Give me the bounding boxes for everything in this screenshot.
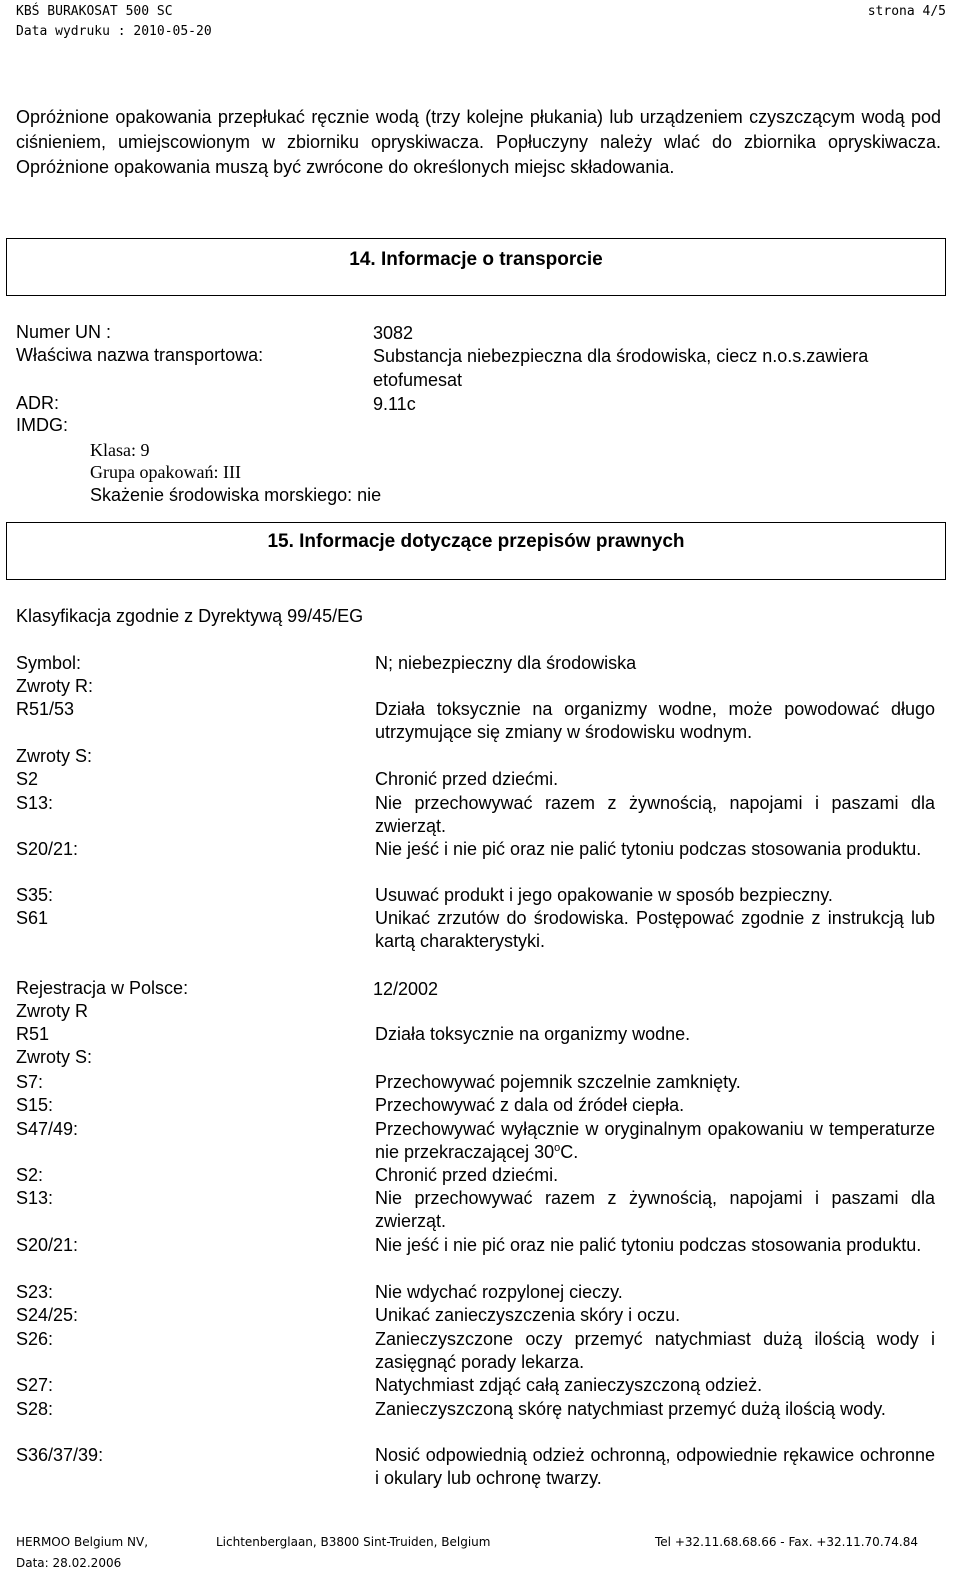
adr-value: 9.11c [373, 394, 416, 414]
s-phrase-text-s47 [375, 1118, 935, 1164]
adr-label: ADR: [16, 393, 60, 413]
s-phrase-text: Nie jeść i nie pić oraz nie palić tytoniu podczas stosowania produktu. [375, 839, 922, 859]
degree-unit: C. [560, 1142, 579, 1162]
imdg-class: Klasa: 9 [90, 440, 150, 460]
s-phrase-code: S20/21: [16, 1235, 79, 1255]
section-14-header [6, 238, 946, 296]
intro-paragraph: Opróżnione opakowania przepłukać ręcznie wodą (trzy kolejne płukania) lub urządzeniem czyszczącym wodą pod ciśnieniem, umiejscowionym w zbiorniku opryskiwacza. Popłuczyny należy wlać do zbiornika opryskiwacza. Opróżnione opakowania muszą być zwrócone do określonych miejsc składowania. [16, 107, 941, 177]
s-phrase-text: Unikać zrzutów do środowiska. Postępować zgodnie z instrukcją lub kartą charakterystyki. [375, 908, 935, 951]
r-phrase-text: Działa toksycznie na organizmy wodne. [375, 1024, 691, 1044]
footer-company: HERMOO Belgium NV, [16, 1535, 149, 1549]
page-number: strona 4/5 [867, 4, 946, 19]
registration-value: 12/2002 [373, 979, 439, 999]
s-phrase-code: S36/37/39: [16, 1445, 104, 1465]
s-phrase-code: S2: [16, 1165, 44, 1185]
s-phrase-code: S13: [16, 1188, 54, 1208]
classification-heading: Klasyfikacja zgodnie z Dyrektywą 99/45/EG [16, 606, 364, 626]
s-phrase-text: Nie przechowywać razem z żywnością, napojami i paszami dla zwierząt. [375, 1188, 935, 1231]
s47-text: Przechowywać wyłącznie w oryginalnym opakowaniu w temperaturze nie przekraczającej 30 [375, 1119, 935, 1162]
s-phrase-code: S20/21: [16, 839, 79, 859]
s-phrase-text: Zanieczyszczone oczy przemyć natychmiast dużą ilością wody i zasięgnąć porady lekarza. [375, 1329, 935, 1372]
s-phrase-text: Natychmiast zdjąć całą zanieczyszczoną odzież. [375, 1375, 763, 1395]
section-14-title: 14. Informacje o transporcie [349, 249, 603, 270]
s-phrase-text: Nie jeść i nie pić oraz nie palić tytoniu podczas stosowania produktu. [375, 1235, 922, 1255]
registration-label: Rejestracja w Polsce: [16, 978, 189, 998]
footer-date: Data: 28.02.2006 [16, 1556, 122, 1570]
product-name: KBŚ BURAKOSAT 500 SC [16, 4, 173, 19]
s-phrase-code: S13: [16, 793, 54, 813]
footer-contact: Tel +32.11.68.68.66 - Fax. +32.11.70.74.84 [655, 1535, 918, 1549]
un-number-value: 3082 [373, 323, 414, 343]
s-phrase-text: Chronić przed dziećmi. [375, 769, 559, 789]
imdg-packing-group: Grupa opakowań: III [90, 462, 241, 482]
symbol-label: Symbol: [16, 653, 82, 673]
s-phrase-code: S47/49: [16, 1119, 79, 1139]
s-phrase-text: Usuwać produkt i jego opakowanie w sposób bezpieczny. [375, 885, 833, 905]
footer-address: Lichtenberglaan, B3800 Sint-Truiden, Belgium [216, 1535, 491, 1549]
s-phrase-text: Nie wdychać rozpylonej cieczy. [375, 1282, 623, 1302]
s-phrase-text: Nie przechowywać razem z żywnością, napojami i paszami dla zwierząt. [375, 793, 935, 836]
s-phrase-code: S27: [16, 1375, 54, 1395]
s-phrase-code: S7: [16, 1072, 44, 1092]
s-phrase-text: Przechowywać pojemnik szczelnie zamknięty. [375, 1072, 741, 1092]
s-phrase-code: S28: [16, 1399, 54, 1419]
s-phrase-code: S15: [16, 1095, 54, 1115]
section-15-title: 15. Informacje dotyczące przepisów prawnych [267, 531, 685, 552]
s-phrase-code: S35: [16, 885, 54, 905]
print-date: Data wydruku : 2010-05-20 [16, 24, 212, 39]
r-phrases-label-pl: Zwroty R [16, 1001, 88, 1021]
s-phrase-text: Chronić przed dziećmi. [375, 1165, 559, 1185]
imdg-label: IMDG: [16, 415, 68, 435]
s-phrase-text: Zanieczyszczoną skórę natychmiast przemyć dużą ilością wody. [375, 1399, 886, 1419]
s-phrase-code: S23: [16, 1282, 54, 1302]
s-phrase-code: S61 [16, 908, 49, 928]
section-15-header [6, 522, 946, 580]
s-phrase-code: S26: [16, 1329, 54, 1349]
s-phrase-code: S2 [16, 769, 39, 789]
transport-name-value: Substancja niebezpieczna dla środowiska, ciecz n.o.s.zawiera etofumesat [373, 346, 869, 390]
s-phrase-code: S24/25: [16, 1305, 79, 1325]
transport-name-label: Właściwa nazwa transportowa: [16, 345, 264, 365]
s-phrase-text: Przechowywać z dala od źródeł ciepła. [375, 1095, 685, 1115]
degree-sup: o [554, 1142, 561, 1154]
r-phrase-text: Działa toksycznie na organizmy wodne, może powodować długo utrzymujące się zmiany w środowisku wodnym. [375, 699, 935, 742]
r-phrase-code: R51 [16, 1024, 50, 1044]
r-phrases-label: Zwroty R: [16, 676, 94, 696]
s-phrase-text: Nosić odpowiednią odzież ochronną, odpowiednie rękawice ochronne i okulary lub ochronę twarzy. [375, 1445, 935, 1488]
s-phrases-label-pl: Zwroty S: [16, 1047, 93, 1067]
s-phrases-label: Zwroty S: [16, 746, 93, 766]
un-number-label: Numer UN : [16, 322, 112, 342]
r-phrase-code: R51/53 [16, 699, 75, 719]
s-phrase-text: Unikać zanieczyszczenia skóry i oczu. [375, 1305, 681, 1325]
symbol-value: N; niebezpieczny dla środowiska [375, 653, 637, 673]
imdg-marine-pollutant: Skażenie środowiska morskiego: nie [90, 485, 382, 505]
